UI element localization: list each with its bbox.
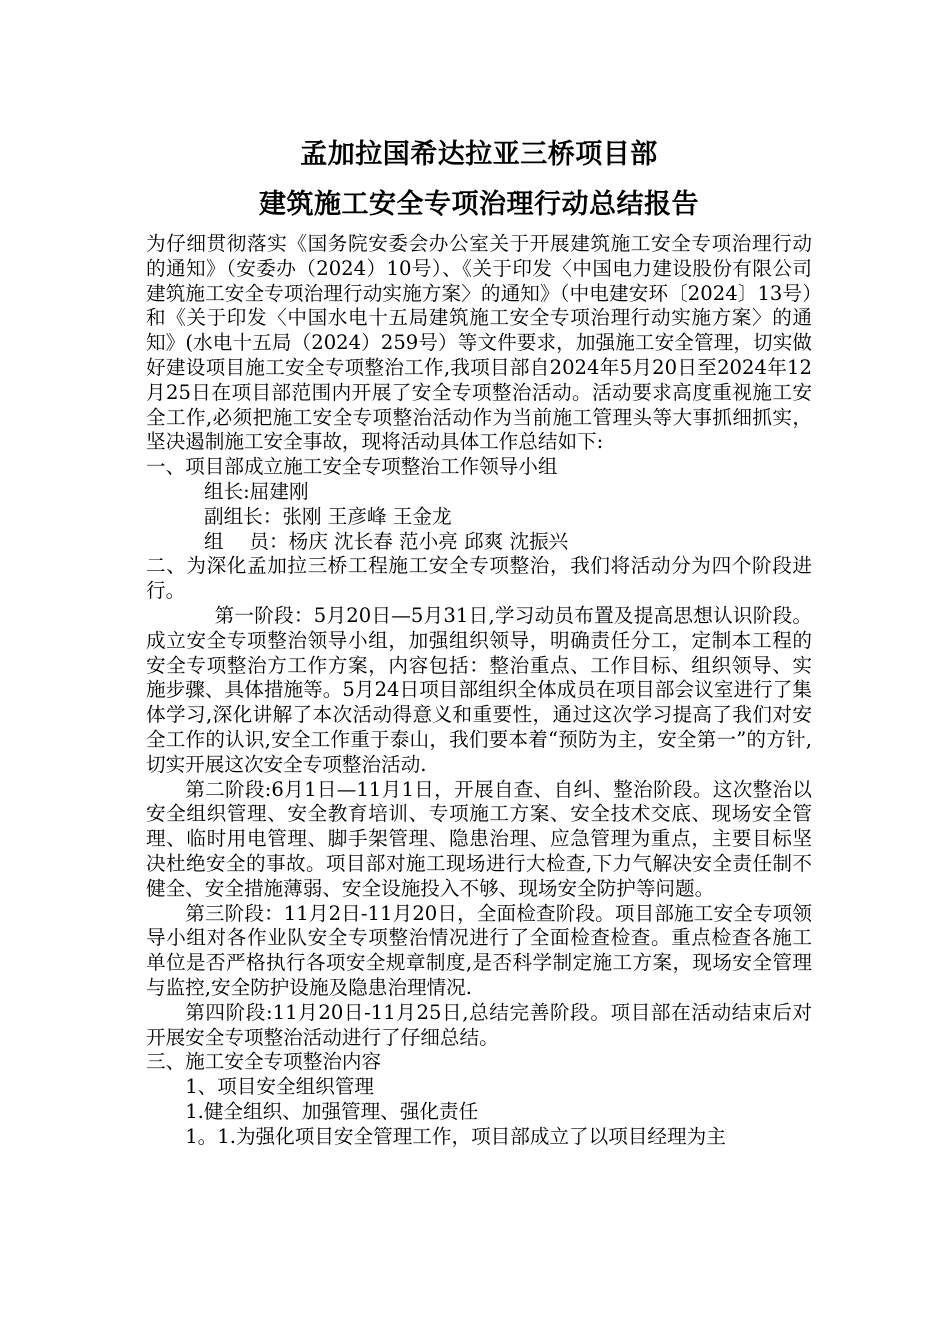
subsection1-heading: 1、项目安全组织管理 (185, 1075, 374, 1099)
stage2-paragraph: 第二阶段:6月1日—11月1日，开展自查、自纠、整治阶段。这次整治以安全组织管理、安全教育培训、专项施工方案、安全技术交底、现场安全管理、临时用电管理、脚手架管理、隐患治理、应急管理为重点，主要目标坚决杜绝安全的事故。项目部对施工现场进行大检查,下力气解决安全责任制不健全、安全措施薄弱、安全设施投入不够、现场安全防护等问题。 (146, 777, 812, 900)
subsection1-1-heading: 1.健全组织、加强管理、强化责任 (185, 1099, 479, 1123)
section2-heading: 二、为深化孟加拉三桥工程施工安全专项整治，我们将活动分为四个阶段进行。 (146, 554, 812, 603)
subsection1-1-1-text: 1。1.为强化项目安全管理工作，项目部成立了以项目经理为主 (185, 1124, 726, 1148)
stage4-paragraph: 第四阶段:11月20日-11月25日,总结完善阶段。项目部在活动结束后对开展安全专项整治活动进行了仔细总结。 (146, 1000, 812, 1049)
document-page (146, 130, 812, 1149)
stage1-paragraph: 第一阶段：5月20日—5月31日,学习动员布置及提高思想认识阶段。成立安全专项整治领导小组，加强组织领导，明确责任分工，定制本工程的安全专项整治方工作方案，内容包括：整治重点、工作目标、组织领导、实施步骤、具体措施等。5月24日项目部组织全体成员在项目部会议室进行了集体学习,深化讲解了本次活动得意义和重要性，通过这次学习提高了我们对安全工作的认识,安全工作重于泰山，我们要本着“预防为主，安全第一”的方针,切实开展这次安全专项整治活动. (146, 603, 812, 776)
intro-paragraph: 为仔细贯彻落实《国务院安委会办公室关于开展建筑施工安全专项治理行动的通知》（安委办（2024）10号）、《关于印发〈中国电力建设股份有限公司建筑施工安全专项治理行动实施方案〉的通知》（中电建安环〔2024〕13号）和《关于印发〈中国水电十五局建筑施工安全专项治理行动实施方案〉的通知》(水电十五局（2024）259号）等文件要求，加强施工安全管理，切实做好建设项目施工安全专项整治工作,我项目部自2024年5月20日至2024年12月25日在项目部范围内开展了安全专项整治活动。活动要求高度重视施工安全工作,必须把施工安全专项整治活动作为当前施工管理头等大事抓细抓实，坚决遏制施工安全事故，现将活动具体工作总结如下: (146, 232, 812, 454)
group-members: 组 员：杨庆 沈长春 范小亮 邱爽 沈振兴 (204, 529, 569, 553)
document-title-line1: 孟加拉国希达拉亚三桥项目部 (300, 139, 658, 170)
document-body (146, 232, 812, 1149)
group-leader: 组长:屈建刚 (204, 479, 309, 503)
stage3-paragraph: 第三阶段：11月2日-11月20日，全面检查阶段。项目部施工安全专项领导小组对各作业队安全专项整治情况进行了全面检查检查。重点检查各施工单位是否严格执行各项安全规章制度,是否科学制定施工方案，现场安全管理与监控,安全防护设施及隐患治理情况. (146, 901, 812, 999)
group-deputy: 副组长：张刚 王彦峰 王金龙 (204, 504, 452, 528)
section3-heading: 三、施工安全专项整治内容 (146, 1050, 382, 1074)
document-title-line2: 建筑施工安全专项治理行动总结报告 (259, 189, 699, 220)
section1-heading: 一、项目部成立施工安全专项整治工作领导小组 (146, 455, 558, 479)
